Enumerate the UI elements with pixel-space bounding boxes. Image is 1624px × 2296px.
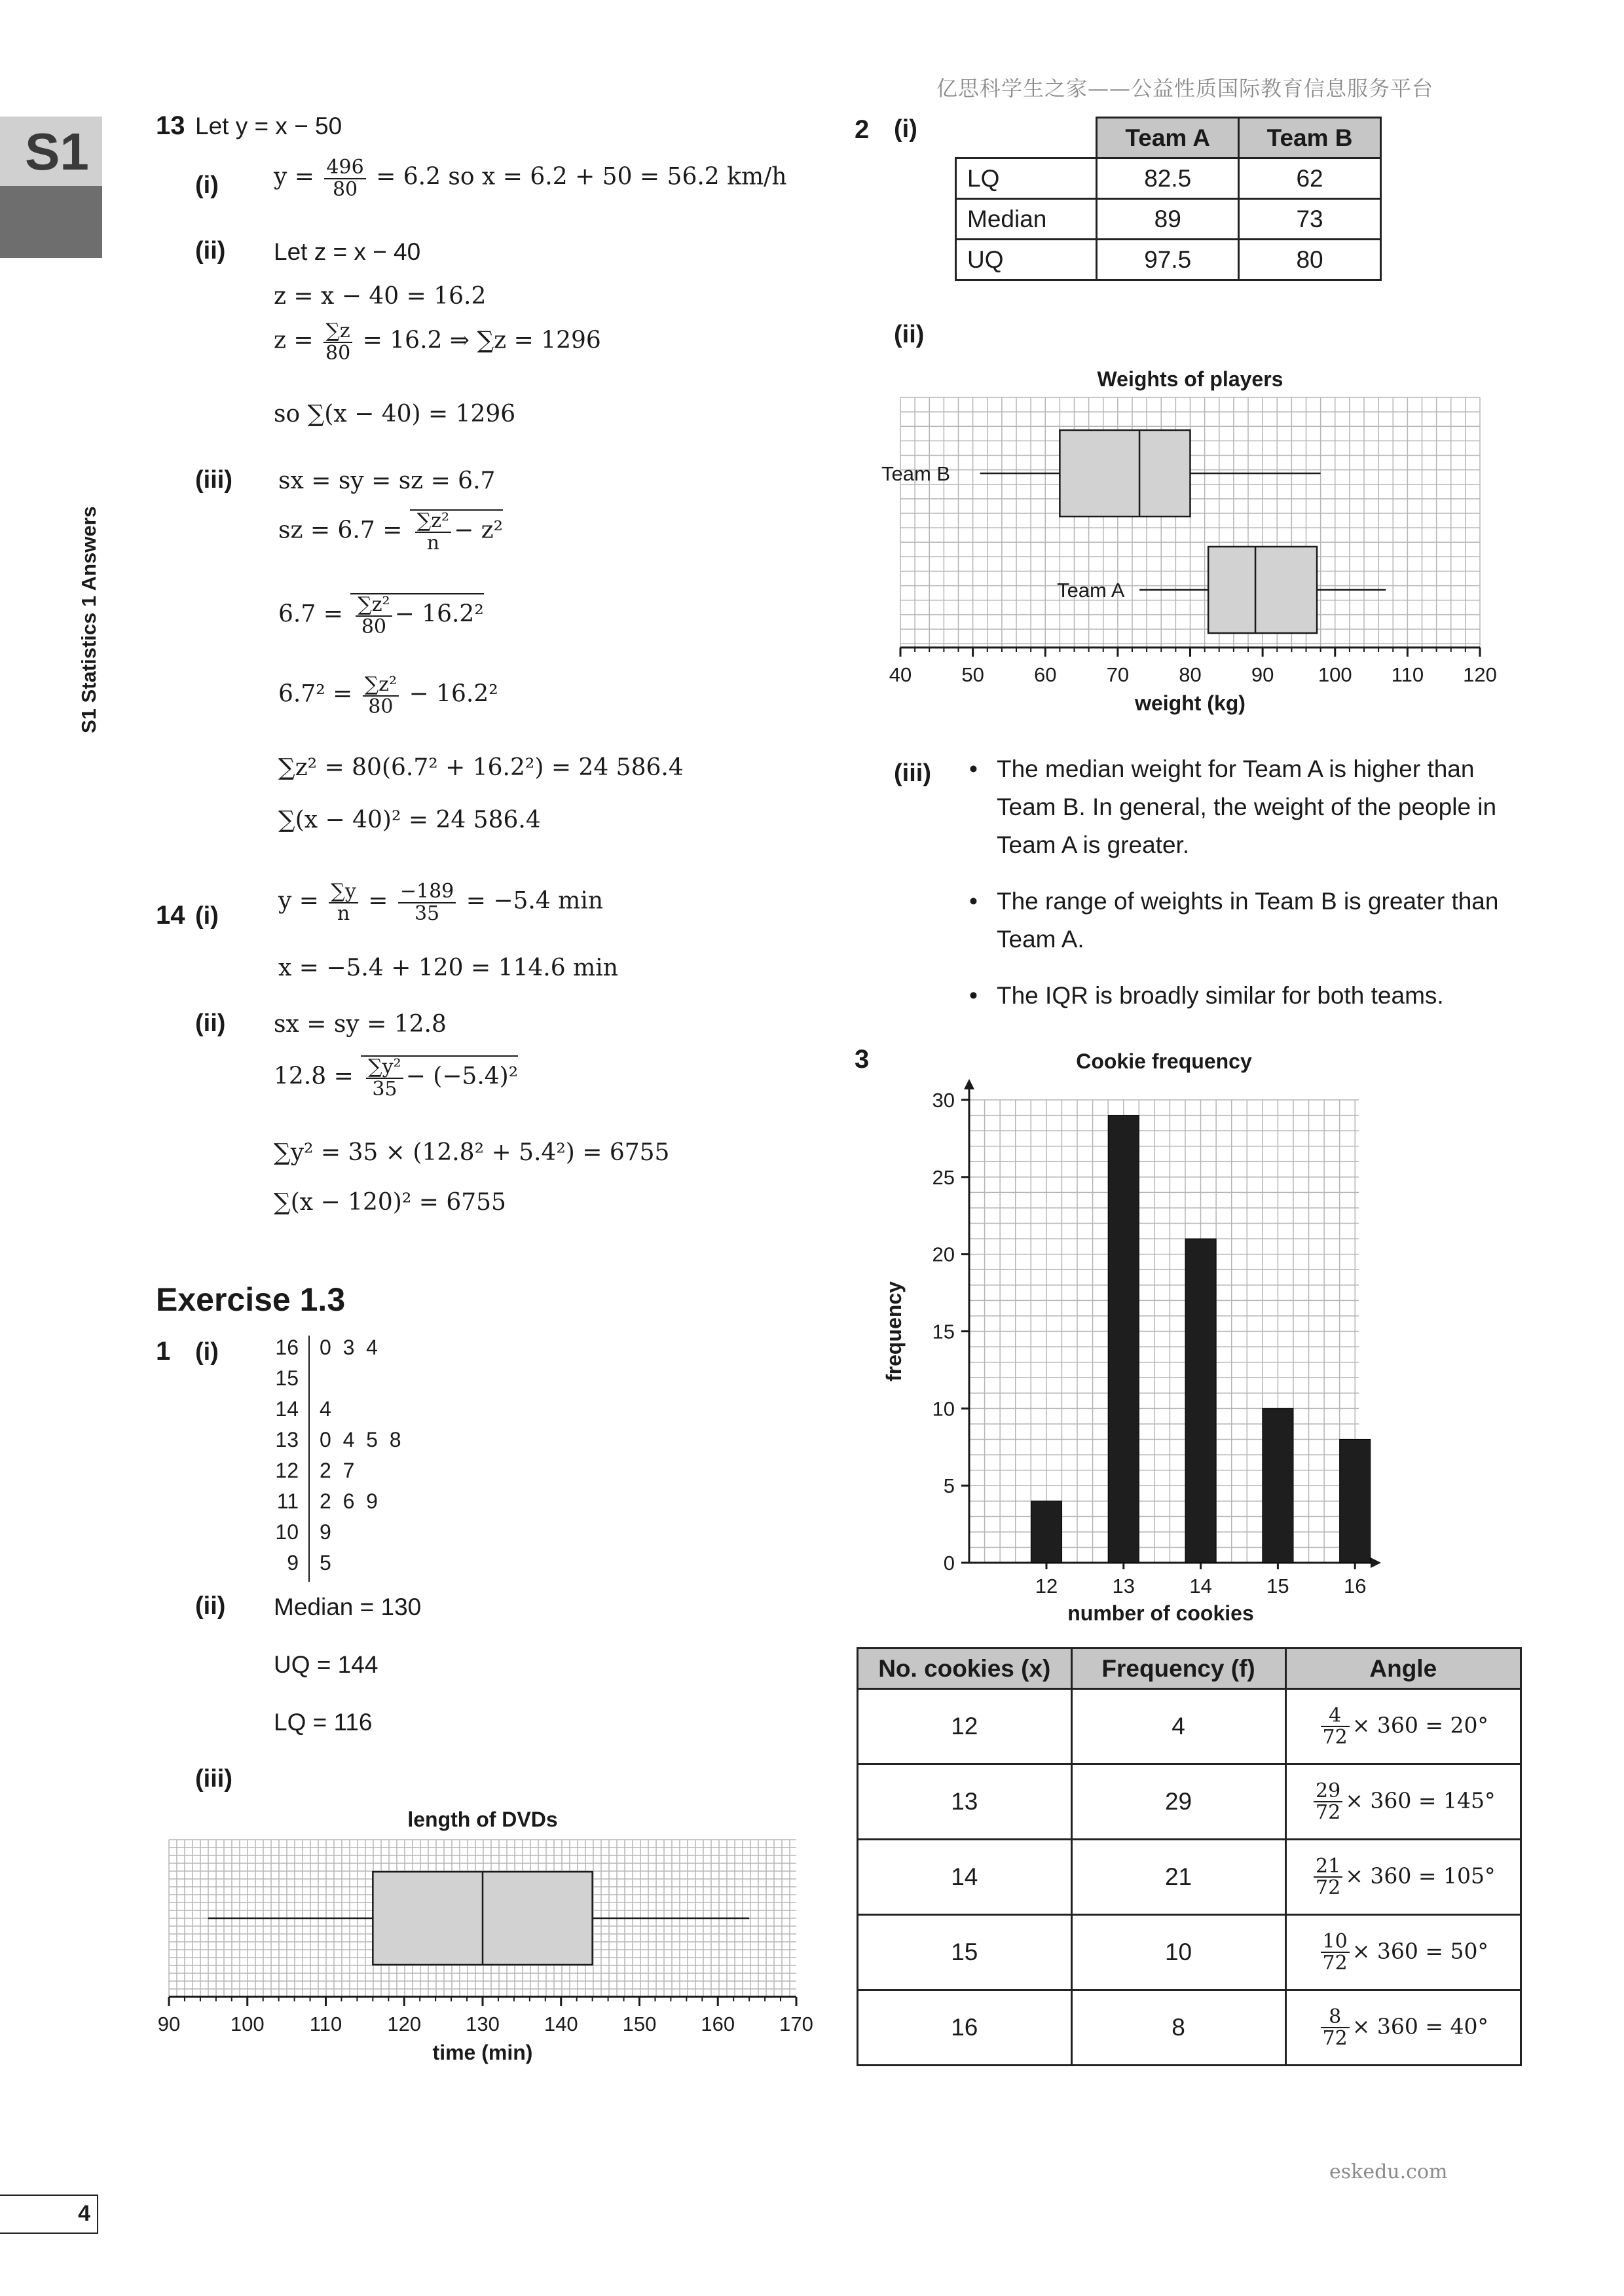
bullet-dot: •: [969, 756, 978, 782]
y-tick-label: 5: [943, 1474, 955, 1498]
angle-result: × 360 = 145°: [1345, 1787, 1496, 1813]
stem: 14: [275, 1397, 299, 1421]
lhs: z =: [274, 327, 314, 354]
q2-i-label: (i): [894, 115, 917, 143]
denominator: 72: [1322, 1952, 1348, 1975]
denominator: 72: [1316, 1801, 1341, 1824]
table-header-cell: Team B: [1239, 118, 1381, 158]
angle-cell: [1285, 1840, 1521, 1915]
q14-ii-label: (ii): [195, 1010, 226, 1037]
x-tick-label: 110: [309, 2013, 342, 2035]
chart-title: length of DVDs: [407, 1808, 558, 1831]
numerator: ∑y: [329, 881, 358, 903]
stem: 12: [275, 1459, 299, 1482]
row-label-cell: Median: [956, 199, 1097, 240]
q13-ii-line1: Let z = x − 40: [274, 238, 421, 265]
stem: 9: [287, 1551, 299, 1575]
x-tick-label: 15: [1266, 1575, 1289, 1597]
numerator: 8: [1321, 2007, 1350, 2029]
q2-iii-label: (iii): [894, 759, 931, 787]
angle-cell: [1285, 1915, 1521, 1990]
numerator: 29: [1314, 1781, 1342, 1803]
bullet-item: [969, 977, 1513, 1015]
q2-bullet-list: [969, 750, 1513, 1015]
x-tick-label: 13: [1112, 1575, 1135, 1597]
numerator: ∑y²: [366, 1057, 403, 1079]
q14-ii-line2: [274, 1055, 518, 1099]
y-tick-label: 30: [932, 1089, 955, 1112]
stem: 11: [276, 1489, 299, 1513]
y-axis-arrow: [964, 1079, 974, 1089]
stem: 15: [275, 1366, 299, 1390]
x-tick-label: 90: [157, 2013, 181, 2035]
x-tick-label: 140: [544, 2013, 578, 2035]
stem: 16: [275, 1336, 299, 1359]
x-tick-label: 120: [387, 2013, 422, 2035]
side-running-title: S1 Statistics 1 Answers: [77, 506, 100, 733]
bullet-text: The median weight for Team A is higher than Team B. In general, the weight of the people in Team A is greater.: [997, 756, 1497, 858]
fraction: [324, 157, 365, 200]
q13-ii-line4: so ∑(x − 40) = 1296: [274, 401, 516, 428]
table-header-cell: Team A: [1097, 118, 1239, 158]
denominator: 80: [361, 615, 387, 638]
table-cell: 97.5: [1097, 240, 1239, 280]
numerator: 496: [324, 157, 365, 179]
table-row: [858, 1990, 1521, 2066]
q14-ii-line4: ∑(x − 120)² = 6755: [274, 1189, 506, 1216]
uq-value: UQ = 144: [274, 1651, 378, 1678]
table-cell: 15: [858, 1915, 1072, 1990]
rhs: = 16.2 ⇒ ∑z = 1296: [362, 327, 601, 354]
table-cell: 82.5: [1097, 158, 1239, 199]
lhs: 6.7 =: [278, 600, 343, 628]
x-axis-label: number of cookies: [1067, 1601, 1254, 1625]
y-axis-label: frequency: [882, 1281, 906, 1381]
ex-q1-number: 1: [156, 1337, 171, 1366]
denominator: 80: [368, 695, 394, 718]
q13-iii-line3: [278, 593, 484, 637]
table-cell: 14: [858, 1840, 1072, 1915]
q14-ii-line1: sx = sy = 12.8: [274, 1011, 447, 1038]
x-tick-label: 170: [779, 2013, 813, 2035]
bar: [1031, 1501, 1062, 1563]
bar: [1185, 1239, 1216, 1563]
x-axis-label: time (min): [432, 2041, 533, 2064]
q13-number: 13: [156, 111, 185, 140]
x-tick-label: 120: [1463, 663, 1497, 686]
stem-leaf-row: [262, 1551, 331, 1582]
leaves: 9: [320, 1520, 331, 1544]
y-tick-label: 20: [932, 1243, 955, 1266]
watermark-bottom: eskedu.com: [1329, 2160, 1448, 2183]
square-root: [361, 1055, 518, 1099]
q2-ii-label: (ii): [894, 321, 925, 348]
angle-cell: [1285, 1689, 1521, 1764]
stem-leaf-row: [262, 1397, 331, 1428]
fraction: [398, 881, 456, 924]
q14-i-line2: x = −5.4 + 120 = 114.6 min: [278, 955, 618, 981]
bullet-item: [969, 750, 1513, 864]
table-row: [956, 199, 1381, 240]
table-cell: 10: [1071, 1915, 1285, 1990]
page-number: 4: [78, 2201, 90, 2226]
rhs: − 16.2²: [394, 600, 484, 628]
section-badge-bar: [0, 186, 102, 258]
x-tick-label: 130: [466, 2013, 500, 2035]
leaves: 0 4 5 8: [320, 1428, 401, 1451]
table-cell: 62: [1239, 158, 1381, 199]
square-root: [410, 509, 503, 553]
table-row: [956, 158, 1381, 199]
fraction: [1314, 1856, 1342, 1899]
lhs: y =: [278, 887, 319, 915]
lhs: sz = 6.7 =: [278, 517, 403, 544]
x-axis-label: weight (kg): [1135, 691, 1246, 715]
weights-boxplot: [877, 357, 1500, 737]
fraction: [363, 674, 399, 717]
x-tick-label: 100: [230, 2013, 265, 2035]
exercise-title: Exercise 1.3: [156, 1281, 346, 1318]
fraction: [1321, 1705, 1350, 1748]
x-tick-label: 16: [1343, 1575, 1367, 1597]
x-tick-label: 100: [1318, 663, 1352, 686]
denominator: 72: [1316, 1876, 1341, 1899]
x-tick-label: 160: [701, 2013, 735, 2035]
angle-result: × 360 = 40°: [1352, 2013, 1488, 2039]
chart-title: Cookie frequency: [1076, 1049, 1252, 1073]
leaves: 2 7: [320, 1459, 355, 1482]
rhs: − 16.2²: [409, 680, 498, 708]
x-tick-label: 60: [1034, 663, 1057, 686]
bullet-dot: •: [969, 888, 978, 915]
table-cell: 80: [1239, 240, 1381, 280]
fraction: [1314, 1781, 1342, 1823]
q13-intro: Let y = x − 50: [195, 113, 342, 139]
stem: 10: [275, 1520, 299, 1544]
table-header-row: [858, 1649, 1521, 1689]
rhs: − z²: [454, 517, 504, 544]
lq-value: LQ = 116: [274, 1709, 373, 1736]
x-tick-label: 12: [1035, 1575, 1058, 1597]
stem: 13: [275, 1428, 299, 1451]
table-cell: 12: [858, 1689, 1072, 1764]
bar: [1108, 1116, 1139, 1563]
fraction: [329, 881, 358, 924]
q13-ii-line3: [274, 321, 601, 363]
x-tick-label: 50: [961, 663, 984, 686]
stem-leaf-row: [262, 1428, 401, 1459]
x-tick-label: 40: [889, 663, 912, 686]
x-tick-label: 80: [1179, 663, 1202, 686]
denominator: 35: [372, 1077, 397, 1101]
leaves: 5: [320, 1551, 331, 1575]
table-cell: 8: [1071, 1990, 1285, 2066]
q13-i-rhs: = 6.2 so x = 6.2 + 50 = 56.2 km/h: [376, 163, 787, 191]
numerator: −189: [398, 881, 456, 903]
box-label: Team A: [1057, 579, 1125, 602]
q3-number: 3: [855, 1045, 870, 1074]
stem-leaf-row: [262, 1520, 331, 1551]
fraction: [323, 321, 352, 363]
q13-iii-line2: [278, 509, 503, 553]
q13-iii-line1: sx = sy = sz = 6.7: [278, 467, 496, 494]
median-value: Median = 130: [274, 1594, 422, 1620]
leaves: 4: [320, 1397, 331, 1421]
table-header-cell: [956, 118, 1097, 158]
denominator: n: [426, 531, 440, 555]
ex-q1-iii-label: (iii): [195, 1765, 232, 1793]
box-label: Team B: [881, 462, 951, 485]
bar: [1340, 1439, 1371, 1563]
bullet-item: [969, 883, 1513, 958]
x-tick-label: 70: [1106, 663, 1130, 686]
table-row: [858, 1689, 1521, 1764]
stem-leaf-row: [262, 1366, 320, 1397]
q13-iii-line6: ∑(x − 40)² = 24 586.4: [278, 807, 541, 833]
q14-i-line1: [278, 881, 603, 924]
numerator: 4: [1321, 1705, 1350, 1728]
fraction: [1321, 2007, 1350, 2049]
equals: =: [368, 887, 388, 915]
table-cell: 89: [1097, 199, 1239, 240]
numerator: 10: [1321, 1931, 1350, 1954]
bullet-text: The IQR is broadly similar for both teams.: [997, 982, 1444, 1009]
angle-cell: [1285, 1990, 1521, 2066]
denominator: 72: [1322, 1726, 1348, 1749]
x-axis-arrow: [1371, 1558, 1381, 1568]
stem-leaf-row: [262, 1459, 354, 1489]
q13-i-label: (i): [195, 172, 219, 199]
chart-title: Weights of players: [1097, 367, 1283, 391]
table-header-cell: No. cookies (x): [858, 1649, 1072, 1689]
dvd-boxplot: [151, 1807, 819, 2082]
q13-ii-label: (ii): [195, 237, 226, 264]
q13-iii-line5: ∑z² = 80(6.7² + 16.2²) = 24 586.4: [278, 754, 684, 781]
q13-i-lhs: y =: [274, 163, 314, 191]
y-tick-label: 0: [943, 1552, 955, 1575]
angle-result: × 360 = 105°: [1345, 1863, 1496, 1888]
page-number-box: [0, 2195, 98, 2234]
table-cell: 73: [1239, 199, 1381, 240]
q2-number: 2: [855, 115, 870, 144]
q13-iii-line4: [278, 674, 498, 717]
q2-quartile-table: [955, 117, 1382, 281]
numerator: ∑z: [323, 321, 352, 343]
leaves: 2 6 9: [320, 1489, 378, 1513]
angle-result: × 360 = 20°: [1352, 1712, 1488, 1738]
denominator: 80: [332, 177, 358, 201]
angle-cell: [1285, 1764, 1521, 1840]
y-tick-label: 10: [932, 1397, 955, 1421]
numerator: 21: [1314, 1856, 1342, 1878]
rhs: − (−5.4)²: [405, 1063, 519, 1090]
table-cell: 13: [858, 1764, 1072, 1840]
table-cell: 16: [858, 1990, 1072, 2066]
row-label-cell: UQ: [956, 240, 1097, 280]
table-header-row: [956, 118, 1381, 158]
x-tick-label: 150: [622, 2013, 657, 2035]
ex-q1-i-label: (i): [195, 1338, 219, 1366]
bullet-text: The range of weights in Team B is greater than Team A.: [997, 888, 1499, 953]
q14-ii-line3: ∑y² = 35 × (12.8² + 5.4²) = 6755: [274, 1139, 670, 1166]
table-header-cell: Frequency (f): [1071, 1649, 1285, 1689]
stem-leaf-row: [262, 1336, 378, 1366]
table-cell: 4: [1071, 1689, 1285, 1764]
fraction: [366, 1057, 403, 1099]
lhs: 12.8 =: [274, 1063, 354, 1090]
table-cell: 29: [1071, 1764, 1285, 1840]
fraction: [1321, 1931, 1350, 1974]
cookie-bar-chart: [877, 1041, 1401, 1630]
numerator: ∑z²: [363, 674, 399, 697]
box: [1208, 547, 1317, 633]
q3-angle-table: [857, 1647, 1522, 2066]
rhs: = −5.4 min: [466, 887, 604, 915]
square-root: [350, 593, 483, 637]
q14-number: 14: [156, 901, 185, 930]
q14-i-label: (i): [195, 902, 219, 930]
watermark-top: 亿思科学生之家——公益性质国际教育信息服务平台: [936, 76, 1434, 101]
denominator: 72: [1322, 2027, 1348, 2050]
fraction: [356, 594, 392, 637]
ex-q1-ii-label: (ii): [195, 1592, 226, 1620]
fraction: [415, 511, 451, 553]
lhs: 6.7² =: [278, 680, 353, 708]
denominator: 80: [325, 341, 351, 365]
stem-leaf-row: [262, 1489, 378, 1520]
table-row: [858, 1840, 1521, 1915]
table-header-cell: Angle: [1285, 1649, 1521, 1689]
table-cell: 21: [1071, 1840, 1285, 1915]
denominator: 35: [414, 902, 440, 925]
table-row: [956, 240, 1381, 280]
q13-i-line1: [274, 157, 786, 200]
row-label-cell: LQ: [956, 158, 1097, 199]
x-tick-label: 110: [1391, 663, 1424, 686]
section-badge-text: S1: [25, 122, 89, 181]
denominator: n: [337, 902, 350, 925]
q13-iii-label: (iii): [195, 466, 232, 494]
q13-ii-line2: z = x − 40 = 16.2: [274, 283, 487, 310]
y-tick-label: 15: [932, 1320, 955, 1343]
section-badge: [0, 117, 102, 186]
angle-result: × 360 = 50°: [1352, 1938, 1488, 1963]
leaves: 0 3 4: [320, 1336, 378, 1359]
numerator: ∑z²: [415, 511, 451, 533]
x-tick-label: 90: [1251, 663, 1274, 686]
numerator: ∑z²: [356, 594, 392, 617]
y-tick-label: 25: [932, 1165, 955, 1189]
table-row: [858, 1915, 1521, 1990]
table-row: [858, 1764, 1521, 1840]
bar: [1263, 1408, 1293, 1563]
x-tick-label: 14: [1189, 1575, 1212, 1597]
box: [1060, 430, 1190, 517]
bullet-dot: •: [969, 982, 978, 1009]
